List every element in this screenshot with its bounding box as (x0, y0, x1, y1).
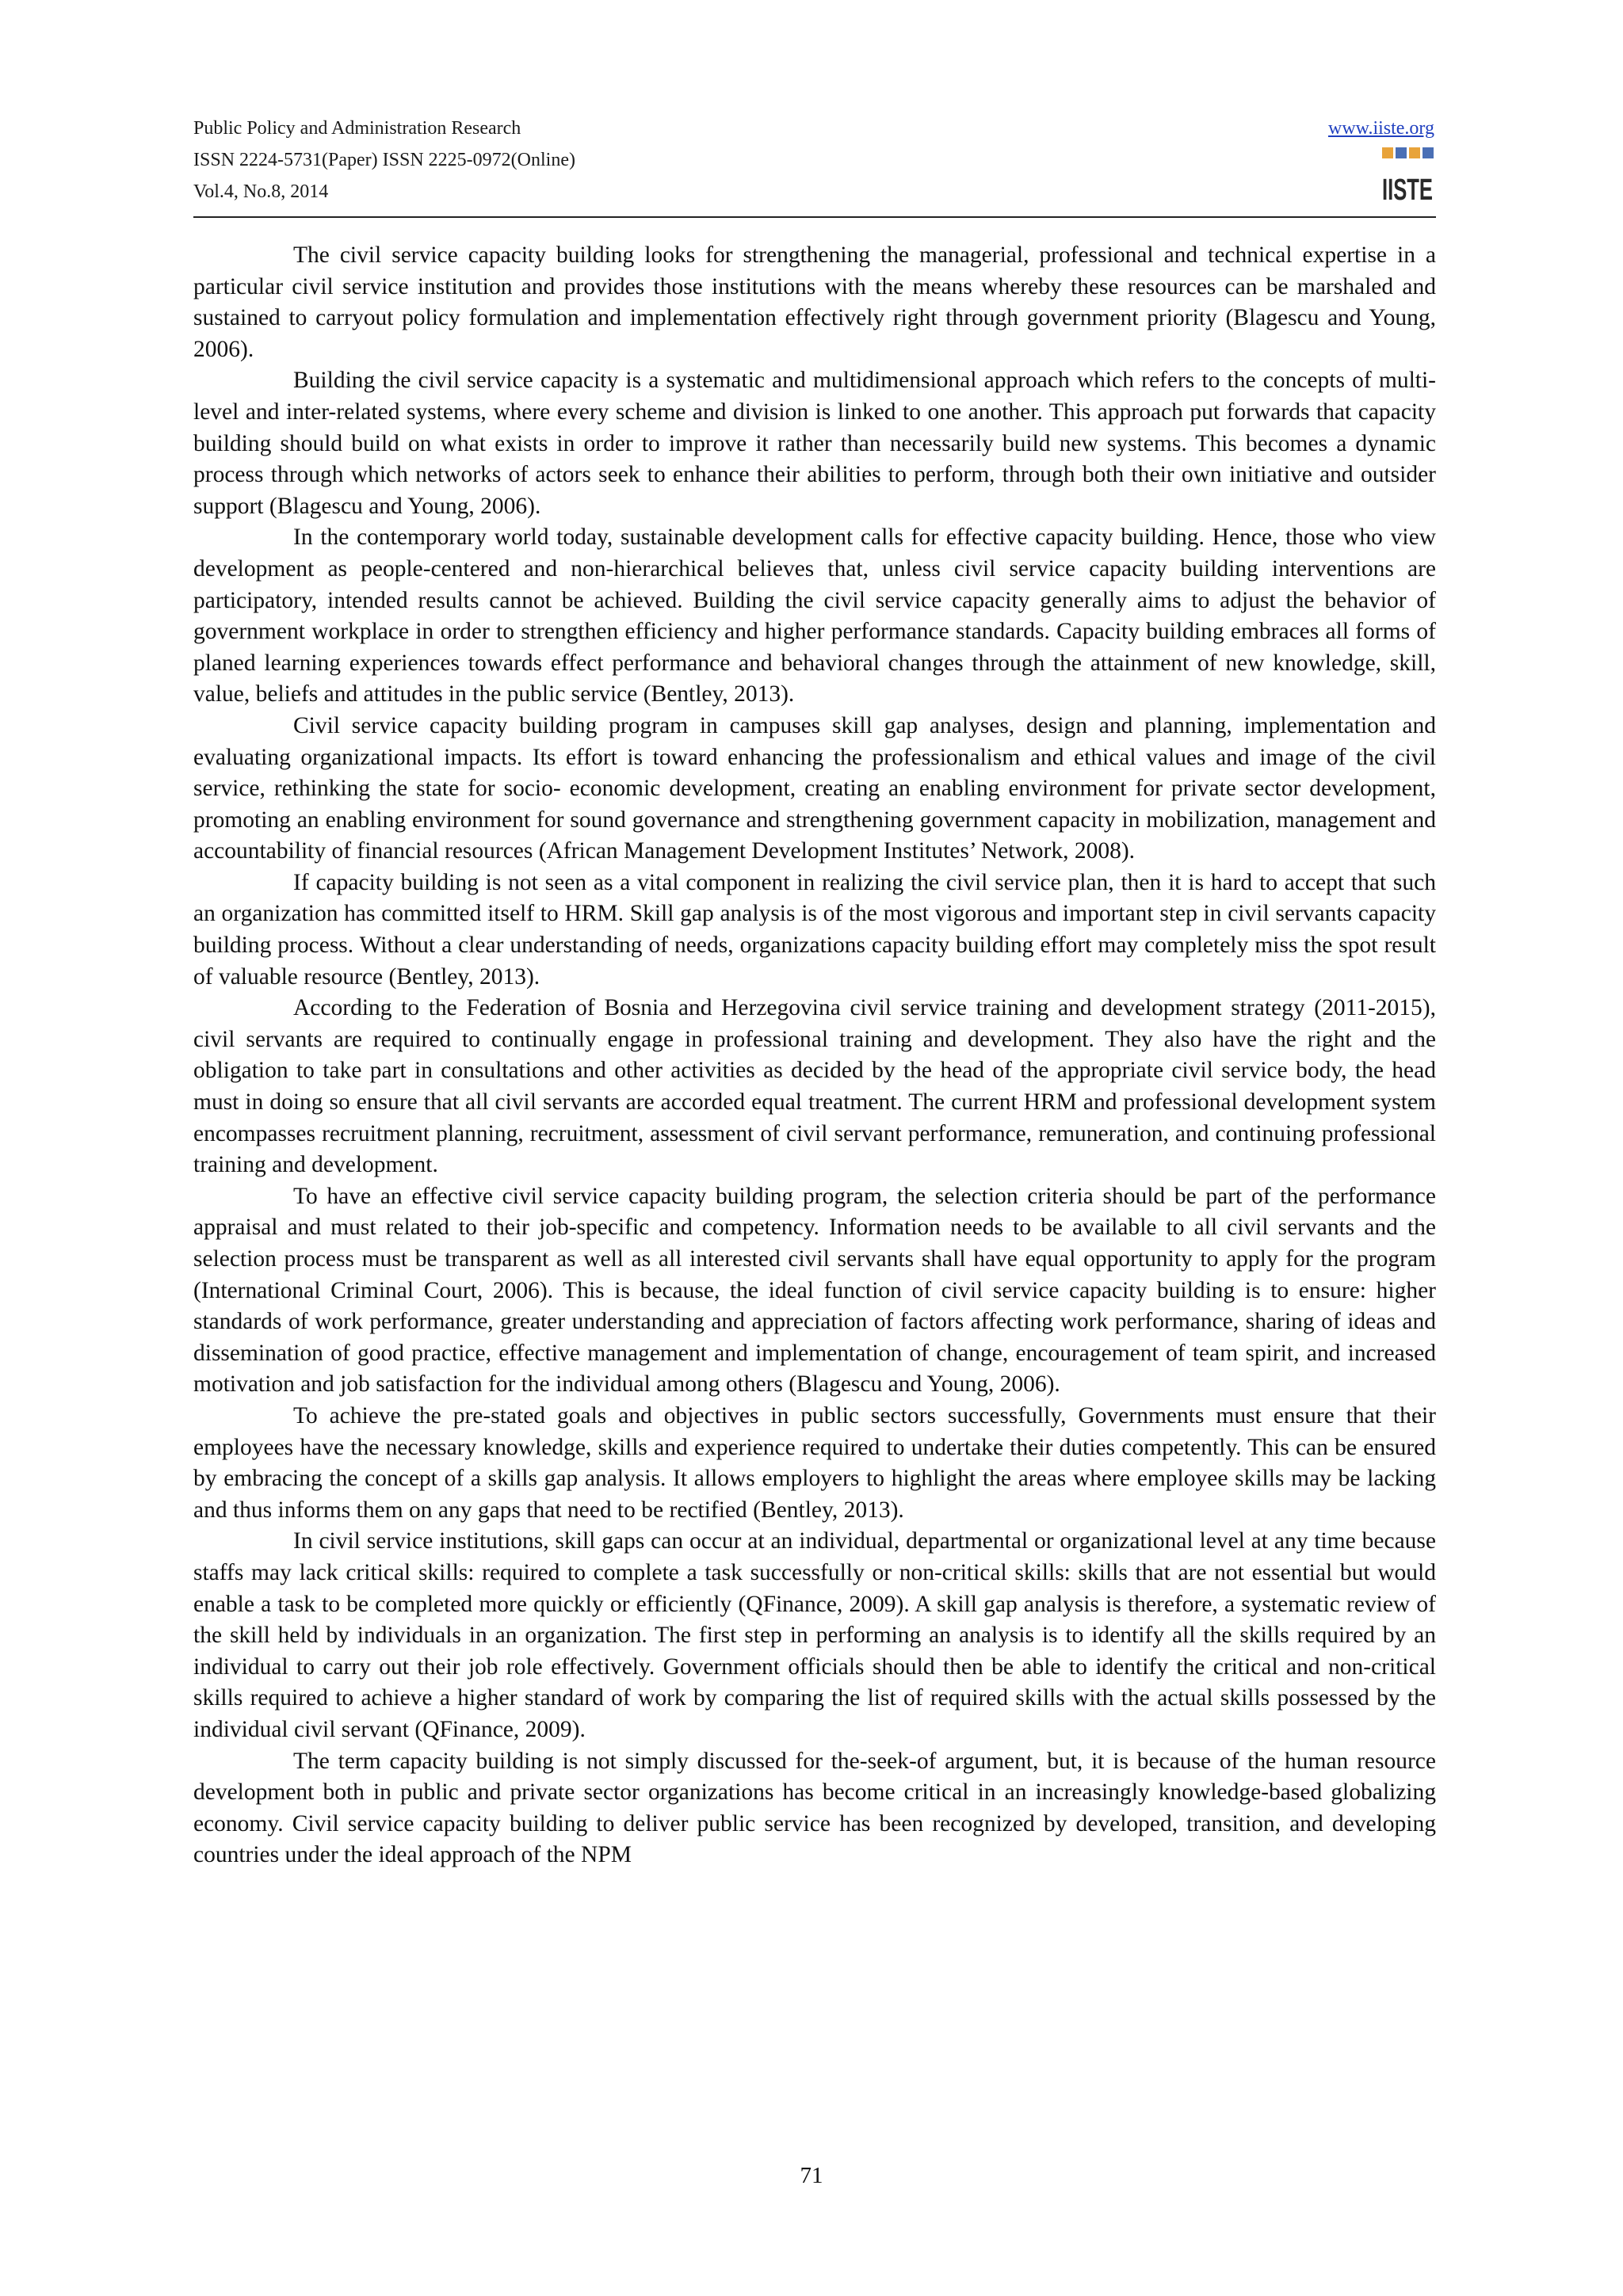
body-paragraph: The civil service capacity building looks for strengthening the managerial, professional and technical expertise in a particular civil service institution and provides those institutions with the means whereby these resources can be marshaled and sustained to carryout policy formulation and implementation effectively right through government priority (Blagescu and Young, 2006). (193, 242, 1436, 362)
body-paragraph: Civil service capacity building program in campuses skill gap analyses, design and planning, implementation and evaluating organizational impacts. Its effort is toward enhancing the professionalism and ethical values and image of the civil service, rethinking the state for socio- economic development, creating an enabling environment for private sector development, promoting an enabling environment for sound governance and strengthening government capacity in mobilization, management and accountability of financial resources (African Management Development Institutes’ Network, 2008). (193, 712, 1436, 864)
body-paragraph: The term capacity building is not simply discussed for the-seek-of argument, but, it is because of the human resource development both in public and private sector organizations has become critical in an increasingly knowledge-based globalizing economy. Civil service capacity building to deliver public service has been recognized by developed, transition, and developing countries under the ideal approach of the NPM (193, 1748, 1436, 1868)
page-header (193, 113, 1436, 214)
journal-title: Public Policy and Administration Research (193, 118, 521, 139)
iiste-logo-icon (1381, 147, 1434, 207)
page-number: 71 (800, 2163, 823, 2188)
body-paragraph: To achieve the pre-stated goals and objectives in public sectors successfully, Governments must ensure that their employees have the necessary knowledge, skills and experience required to undertake their duties competently. This can be ensured by embracing the concept of a skills gap analysis. It allows employers to highlight the areas where employee skills may be lacking and thus informs them on any gaps that need to be rectified (Bentley, 2013). (193, 1402, 1436, 1523)
body-paragraph: If capacity building is not seen as a vital component in realizing the civil service plan, then it is hard to accept that such an organization has committed itself to HRM. Skill gap analysis is of the most vigorous and important step in civil servants capacity building process. Without a clear understanding of needs, organizations capacity building effort may completely miss the spot result of valuable resource (Bentley, 2013). (193, 869, 1436, 990)
volume-issue: Vol.4, No.8, 2014 (193, 181, 329, 202)
body-paragraph: To have an effective civil service capacity building program, the selection criteria should be part of the performance appraisal and must related to their job-specific and competency. Information needs to be available to all civil servants and the selection process must be transparent as well as all interested civil servants shall have equal opportunity to apply for the program (International Criminal Court, 2006). This is because, the ideal function of civil service capacity building is to ensure: higher standards of work performance, greater understanding and appreciation of factors affecting work performance, sharing of ideas and dissemination of good practice, effective management and implementation of change, encouragement of team spirit, and increased motivation and job satisfaction for the individual among others (Blagescu and Young, 2006). (193, 1183, 1436, 1398)
body-paragraph: In the contemporary world today, sustainable development calls for effective capacity building. Hence, those who view development as people-centered and non-hierarchical believes that, unless civil service capacity building interventions are participatory, intended results cannot be achieved. Building the civil service capacity generally aims to adjust the behavior of government workplace in order to strengthen efficiency and higher performance standards. Capacity building embraces all forms of planed learning experiences towards effect performance and behavioral changes through the attainment of new knowledge, skill, value, beliefs and attitudes in the public service (Bentley, 2013). (193, 524, 1436, 707)
journal-url-link[interactable]: www.iiste.org (1328, 118, 1434, 139)
body-paragraph: According to the Federation of Bosnia and Herzegovina civil service training and development strategy (2011-2015), civil servants are required to continually engage in professional training and development. They also have the right and the obligation to take part in consultations and other activities as decided by the head of the appropriate civil service body, the head must in doing so ensure that all civil servants are accorded equal treatment. The current HRM and professional development system encompasses recruitment planning, recruitment, assessment of civil servant performance, remuneration, and continuing professional training and development. (193, 995, 1436, 1178)
header-divider (193, 216, 1436, 218)
article-body (193, 240, 1436, 1871)
body-paragraph: In civil service institutions, skill gaps can occur at an individual, departmental or organizational level at any time because staffs may lack critical skills: required to complete a task successfully or non-critical skills: skills that are not essential but would enable a task to be completed more quickly or efficiently (QFinance, 2009). A skill gap analysis is therefore, a systematic review of the skill held by individuals in an organization. The first step in performing an analysis is to identify all the skills required by an individual to carry out their job role effectively. Government officials should then be able to identify the critical and non-critical skills required to achieve a higher standard of work by comparing the list of required skills with the actual skills possessed by the individual civil servant (QFinance, 2009). (193, 1528, 1436, 1742)
body-paragraph: Building the civil service capacity is a systematic and multidimensional approach which refers to the concepts of multi-level and inter-related systems, where every scheme and division is linked to one another. This approach put forwards that capacity building should build on what exists in order to improve it rather than necessarily build new systems. This becomes a dynamic process through which networks of actors seek to enhance their abilities to perform, through both their own initiative and outsider support (Blagescu and Young, 2006). (193, 368, 1436, 519)
issn-line: ISSN 2224-5731(Paper) ISSN 2225-0972(Online) (193, 150, 575, 170)
svg-text:IISTE: IISTE (1382, 174, 1433, 207)
